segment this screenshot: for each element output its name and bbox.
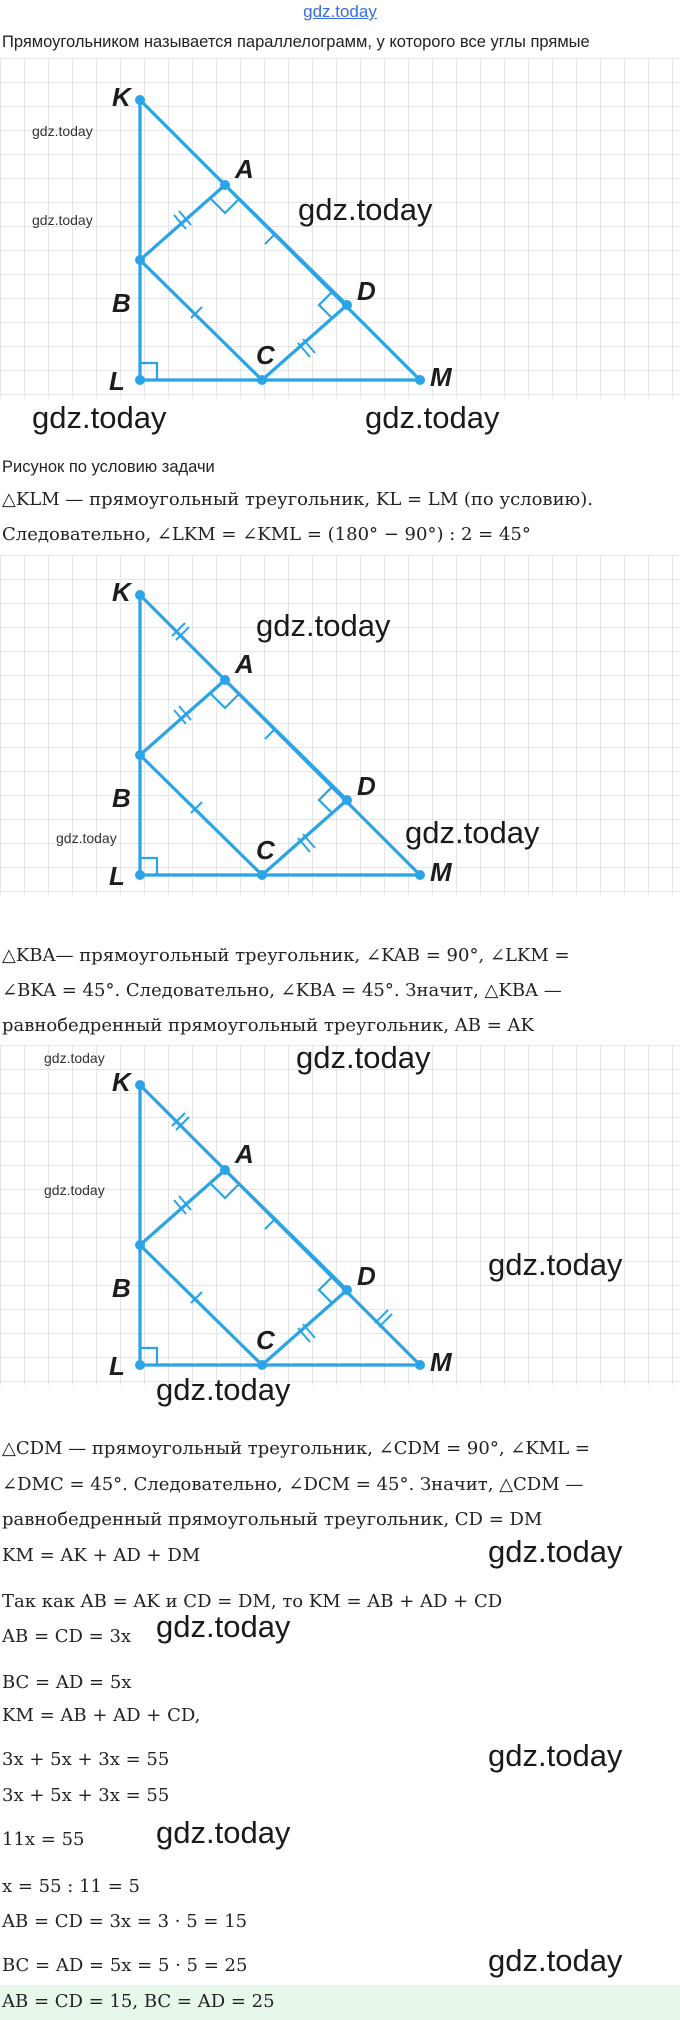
solution-line: Следовательно, ∠LKM = ∠KML = (180° − 90°) : 2 = 45° (2, 524, 531, 545)
watermark: gdz.today (156, 1609, 291, 1644)
watermark: gdz.today (298, 192, 433, 227)
watermark: gdz.today (405, 815, 540, 850)
label-a: A (235, 154, 254, 184)
watermark: gdz.today (488, 1534, 623, 1569)
label-c: C (256, 835, 275, 865)
label-a: A (235, 1139, 254, 1169)
solution-line: ∠DMC = 45°. Следовательно, ∠DCM = 45°. Значит, △CDM — (2, 1474, 584, 1495)
site-link[interactable]: gdz.today (303, 2, 377, 21)
label-m: M (430, 362, 452, 392)
label-k: K (112, 577, 131, 607)
watermark: gdz.today (32, 123, 93, 139)
watermark: gdz.today (488, 1943, 623, 1978)
label-k: K (112, 1067, 131, 1097)
label-c: C (256, 340, 275, 370)
solution-line: BC = AD = 5x (2, 1672, 132, 1693)
watermark: gdz.today (156, 1815, 291, 1850)
watermark: gdz.today (44, 1050, 105, 1066)
solution-line: KM = AB + AD + CD, (2, 1705, 201, 1726)
solution-line: △KLM — прямоугольный треугольник, KL = LM (по условию). (2, 489, 593, 510)
label-d: D (357, 1261, 376, 1291)
watermark: gdz.today (296, 1040, 431, 1075)
definition-text: Прямоугольником называется параллелограмм, у которого все углы прямые (2, 33, 590, 51)
label-d: D (357, 276, 376, 306)
answer-line: AB = CD = 15, BC = AD = 25 (2, 1991, 275, 2012)
watermark: gdz.today (32, 400, 167, 435)
watermark: gdz.today (44, 1182, 105, 1198)
solution-line: AB = CD = 3x (2, 1626, 132, 1647)
solution-line: 3x + 5x + 3x = 55 (2, 1785, 170, 1806)
label-b: B (112, 1273, 131, 1303)
label-a: A (235, 649, 254, 679)
solution-line: △KBA— прямоугольный треугольник, ∠KAB = 90°, ∠LKM = (2, 945, 570, 966)
watermark: gdz.today (365, 400, 500, 435)
solution-line: AB = CD = 3x = 3 · 5 = 15 (2, 1911, 248, 1932)
solution-line: BC = AD = 5x = 5 · 5 = 25 (2, 1955, 248, 1976)
watermark: gdz.today (56, 830, 117, 846)
label-b: B (112, 783, 131, 813)
watermark: gdz.today (488, 1247, 623, 1282)
solution-line: △CDM — прямоугольный треугольник, ∠CDM = 90°, ∠KML = (2, 1438, 590, 1459)
label-d: D (357, 771, 376, 801)
label-k: K (112, 82, 131, 112)
watermark: gdz.today (256, 608, 391, 643)
watermark: gdz.today (156, 1372, 291, 1407)
label-m: M (430, 857, 452, 887)
solution-line: 11x = 55 (2, 1829, 85, 1850)
solution-line: ∠BKA = 45°. Следовательно, ∠KBA = 45°. Значит, △KBA — (2, 980, 562, 1001)
label-l: L (109, 1351, 125, 1381)
solution-line: x = 55 : 11 = 5 (2, 1876, 140, 1897)
label-m: M (430, 1347, 452, 1377)
watermark: gdz.today (488, 1738, 623, 1773)
watermark: gdz.today (32, 212, 93, 228)
figure-caption: Рисунок по условию задачи (2, 458, 215, 476)
solution-line: равнобедренный прямоугольный треугольник, CD = DM (2, 1509, 543, 1530)
solution-line: KM = AK + AD + DM (2, 1545, 201, 1566)
label-l: L (109, 366, 125, 396)
label-b: B (112, 288, 131, 318)
solution-line: 3x + 5x + 3x = 55 (2, 1749, 170, 1770)
label-l: L (109, 861, 125, 891)
label-c: C (256, 1325, 275, 1355)
solution-line: равнобедренный прямоугольный треугольник, AB = AK (2, 1015, 534, 1036)
solution-line: Так как AB = AK и CD = DM, то KM = AB + AD + CD (2, 1591, 503, 1612)
